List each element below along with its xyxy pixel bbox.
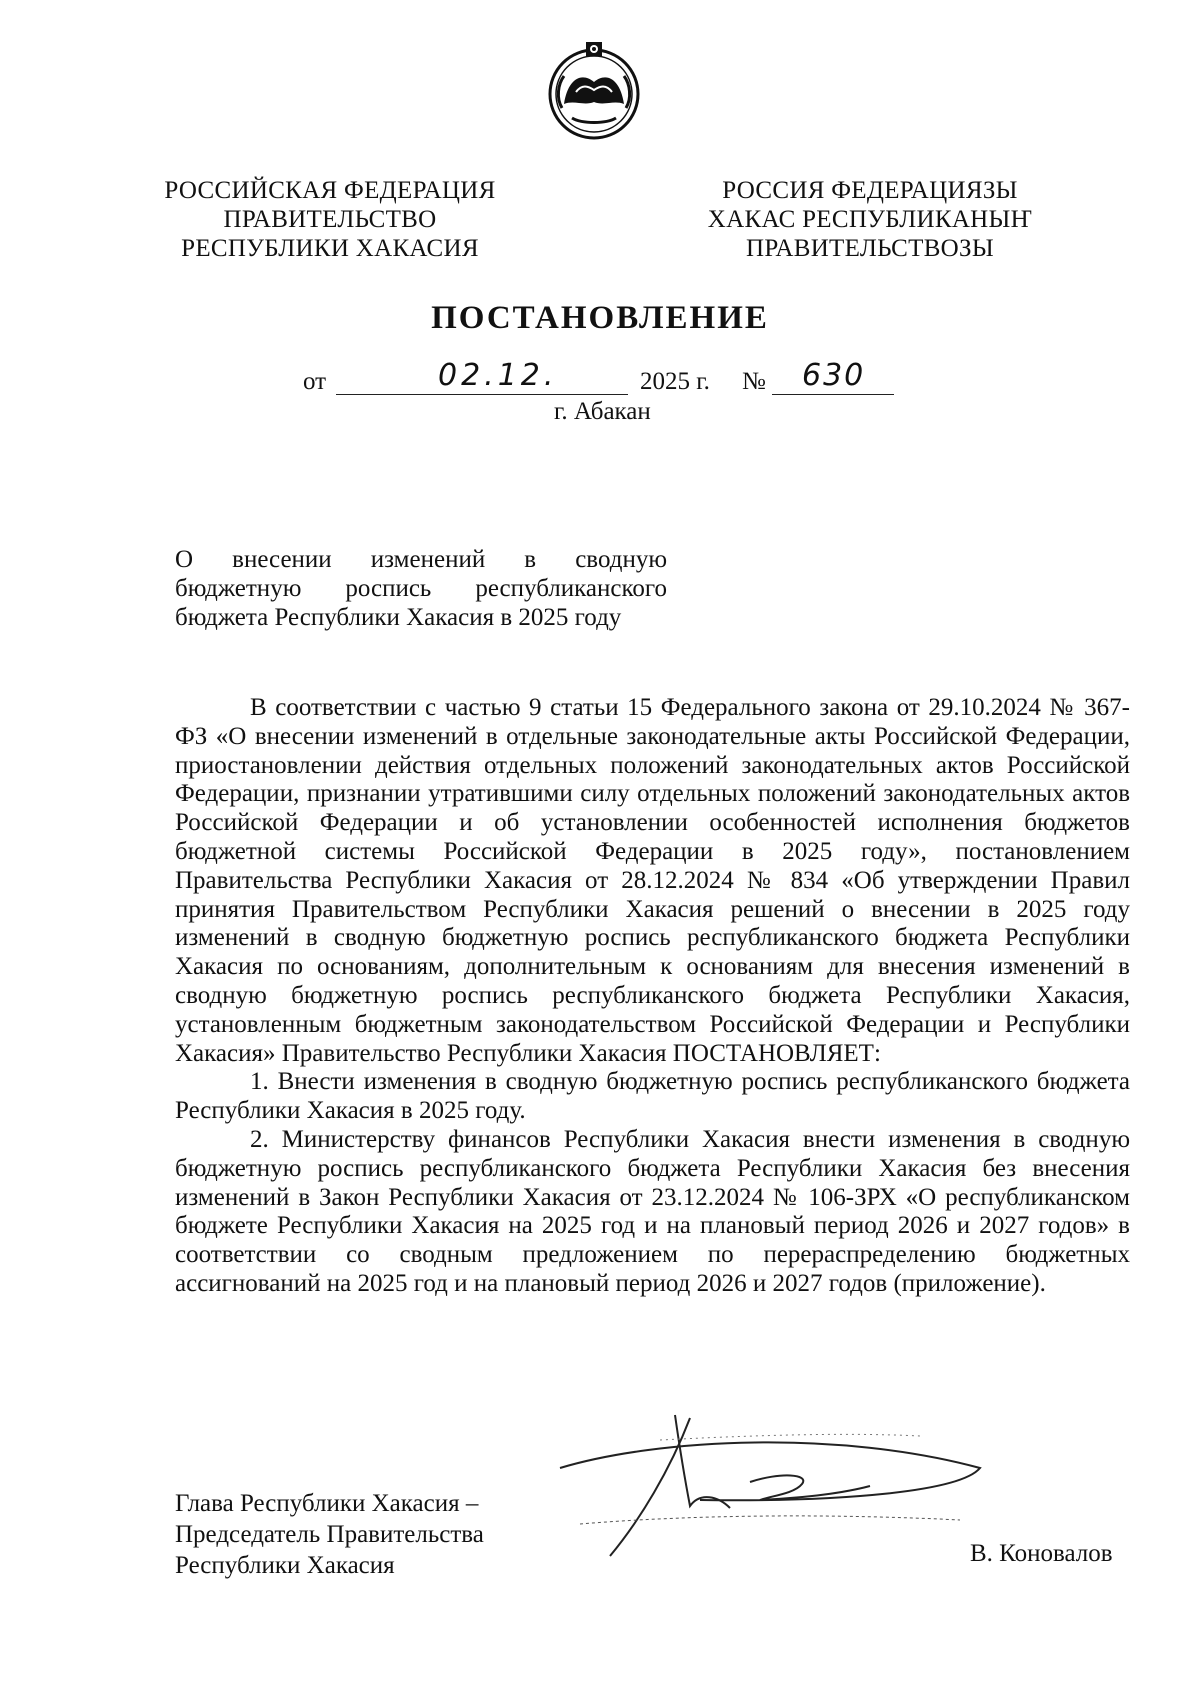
body-paragraph: 1. Внести изменения в сводную бюджетную роспись республиканского бюджета Республики Хакасия в 2025 году. xyxy=(175,1068,1130,1125)
handwritten-signature xyxy=(540,1410,1000,1560)
document-subject: О внесении изменений в сводную бюджетную роспись республиканского бюджета Республики Хакасия в 2025 году xyxy=(175,546,667,631)
body-paragraph: 2. Министерству финансов Республики Хакасия внести изменения в сводную бюджетную роспись республиканского бюджета Республики Хакасия без внесения изменений в Закон Республики Хакасия от 23.12.2024 № 106-ЗРХ «О республиканском бюджете Республики Хакасия на 2025 год и на плановый период 2026 и 2027 годов» в соответствии со сводным предложением по перераспределению бюджетных ассигнований на 2025 год и на плановый период 2026 и 2027 годов (приложение). xyxy=(175,1125,1130,1297)
date-year: 2025 г. xyxy=(640,368,710,395)
number-underline xyxy=(772,394,894,395)
header-right-line-3: ПРАВИТЕЛЬСТВОЗЫ xyxy=(746,235,994,262)
header-right-line-1: РОССИЯ ФЕДЕРАЦИЯЗЫ xyxy=(722,177,1018,204)
header-right-block xyxy=(690,176,1050,263)
header-left-block xyxy=(150,176,510,263)
header-right-line-2: ХАКАС РЕСПУБЛИКАНЫҤ xyxy=(707,206,1033,233)
city-label: г. Абакан xyxy=(554,398,651,425)
signatory-title-line-2: Председатель Правительства xyxy=(175,1521,484,1548)
number-label: № xyxy=(742,368,766,395)
signatory-title-line-3: Республики Хакасия xyxy=(175,1552,395,1579)
signatory-title-line-1: Глава Республики Хакасия – xyxy=(175,1490,479,1517)
header-left-line-3: РЕСПУБЛИКИ ХАКАСИЯ xyxy=(181,235,479,262)
signatory-name: В. Коновалов xyxy=(970,1540,1113,1567)
handwritten-date: 02.12. xyxy=(438,358,558,393)
document-body xyxy=(175,694,1130,1299)
date-from-label: от xyxy=(303,368,327,395)
handwritten-number: 630 xyxy=(802,358,866,393)
body-paragraph: В соответствии с частью 9 статьи 15 Федерального закона от 29.10.2024 № 367-ФЗ «О внесении изменений в отдельные законодательные акты Российской Федерации, приостановлении действия отдельных положений законодательных актов Российской Федерации, признании утратившими силу отдельных положений законодательных актов Российской Федерации и об установлении особенностей исполнения бюджетов бюджетной системы Российской Федерации в 2025 году», постановлением Правительства Республики Хакасия от 28.12.2024 № 834 «Об утверждении Правил принятия Правительством Республики Хакасия решений о внесении в 2025 году изменений в сводную бюджетную роспись республиканского бюджета Республики Хакасия по основаниям, дополнительным к основаниям для внесения изменений в сводную бюджетную роспись республиканского бюджета Республики Хакасия, установленным бюджетным законодательством Российской Федерации и Республики Хакасия» Правительство Республики Хакасия ПОСТАНОВЛЯЕТ: xyxy=(175,694,1130,1067)
date-number-line xyxy=(0,358,1200,402)
coat-of-arms-emblem xyxy=(542,38,646,144)
header-left-line-2: ПРАВИТЕЛЬСТВО xyxy=(223,206,437,233)
signatory-title-block xyxy=(175,1488,484,1581)
document-title: ПОСТАНОВЛЕНИЕ xyxy=(431,300,769,336)
date-underline xyxy=(336,394,628,395)
header-left-line-1: РОССИЙСКАЯ ФЕДЕРАЦИЯ xyxy=(164,177,496,204)
